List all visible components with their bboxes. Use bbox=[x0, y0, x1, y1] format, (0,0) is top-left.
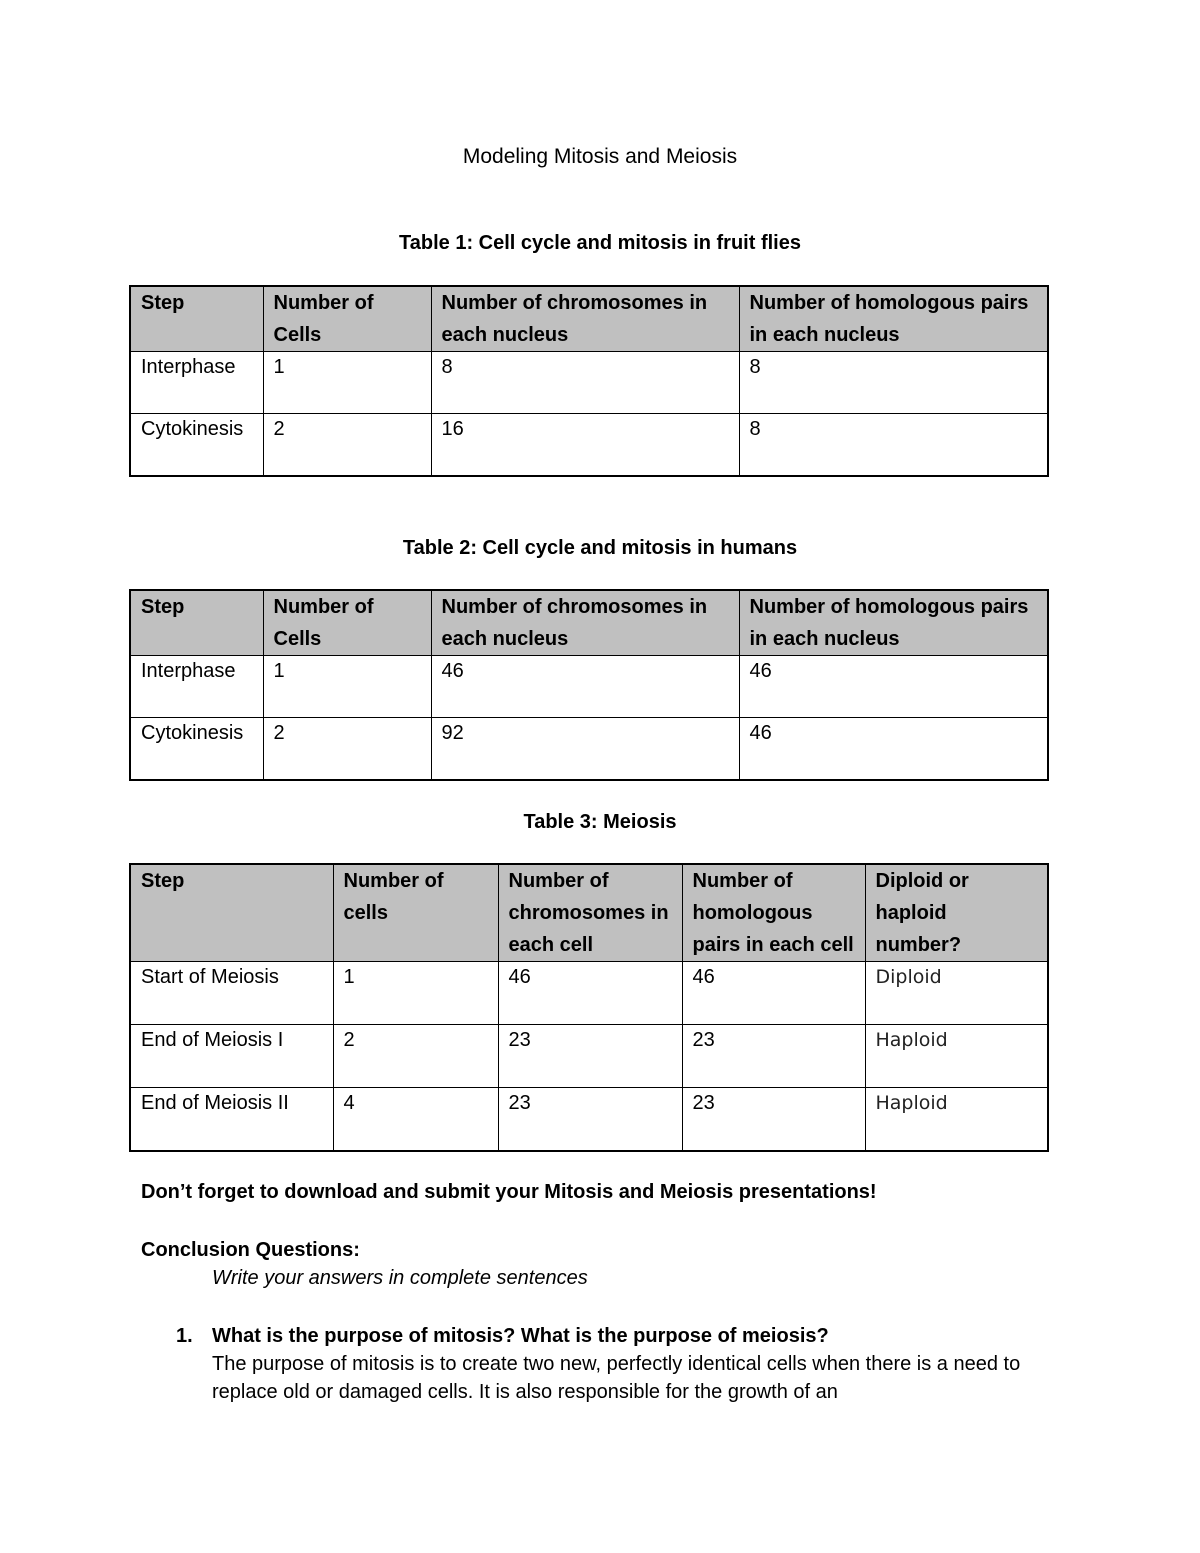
header-number-of-cells: Number of Cells bbox=[263, 286, 431, 352]
header-homologous-pairs: Number of homologous pairs in each nucleus bbox=[739, 590, 1048, 656]
cell-step: End of Meiosis II bbox=[130, 1088, 333, 1151]
conclusion-heading: Conclusion Questions: bbox=[141, 1239, 360, 1261]
cell-step: Cytokinesis bbox=[130, 718, 263, 780]
table3-caption: Table 3: Meiosis bbox=[523, 811, 677, 833]
table-row bbox=[130, 352, 1048, 414]
cell-number-of-cells: 2 bbox=[333, 1025, 498, 1088]
table-header-row bbox=[130, 286, 1048, 352]
cell-homologous-pairs: 23 bbox=[682, 1088, 865, 1151]
cell-homologous-pairs: 8 bbox=[739, 414, 1048, 476]
cell-homologous-pairs: 46 bbox=[739, 656, 1048, 718]
cell-homologous-pairs: 8 bbox=[739, 352, 1048, 414]
document-title: Modeling Mitosis and Meiosis bbox=[462, 145, 738, 168]
cell-chromosomes: 8 bbox=[431, 352, 739, 414]
cell-step: Interphase bbox=[130, 352, 263, 414]
header-chromosomes: Number of chromosomes in each cell bbox=[498, 864, 682, 962]
header-number-of-cells: Number of Cells bbox=[263, 590, 431, 656]
cell-ploidy: Haploid bbox=[865, 1025, 1048, 1088]
cell-homologous-pairs: 46 bbox=[739, 718, 1048, 780]
cell-chromosomes: 16 bbox=[431, 414, 739, 476]
header-step: Step bbox=[130, 864, 333, 962]
table-meiosis bbox=[129, 863, 1049, 1152]
table2-caption: Table 2: Cell cycle and mitosis in humans bbox=[402, 537, 798, 559]
cell-chromosomes: 92 bbox=[431, 718, 739, 780]
question-text: What is the purpose of mitosis? What is the purpose of meiosis? bbox=[212, 1325, 829, 1347]
table-row bbox=[130, 656, 1048, 718]
table-row bbox=[130, 1025, 1048, 1088]
table1-caption: Table 1: Cell cycle and mitosis in fruit flies bbox=[399, 232, 801, 254]
table-row bbox=[130, 1088, 1048, 1151]
question-number: 1. bbox=[176, 1325, 193, 1347]
table-row bbox=[130, 718, 1048, 780]
cell-ploidy: Diploid bbox=[865, 962, 1048, 1025]
cell-step: Start of Meiosis bbox=[130, 962, 333, 1025]
table-humans-mitosis bbox=[129, 589, 1049, 781]
cell-number-of-cells: 1 bbox=[333, 962, 498, 1025]
cell-chromosomes: 23 bbox=[498, 1025, 682, 1088]
header-homologous-pairs: Number of homologous pairs in each nucleus bbox=[739, 286, 1048, 352]
header-homologous-pairs: Number of homologous pairs in each cell bbox=[682, 864, 865, 962]
answer-text: The purpose of mitosis is to create two new, perfectly identical cells when there is a need to replace old or damaged cells. It is also responsible for the growth of an bbox=[212, 1353, 1021, 1403]
cell-homologous-pairs: 46 bbox=[682, 962, 865, 1025]
table-header-row bbox=[130, 864, 1048, 962]
header-step: Step bbox=[130, 286, 263, 352]
header-chromosomes: Number of chromosomes in each nucleus bbox=[431, 590, 739, 656]
table-row bbox=[130, 962, 1048, 1025]
table-row bbox=[130, 414, 1048, 476]
cell-step: End of Meiosis I bbox=[130, 1025, 333, 1088]
header-chromosomes: Number of chromosomes in each nucleus bbox=[431, 286, 739, 352]
cell-number-of-cells: 1 bbox=[263, 656, 431, 718]
header-step: Step bbox=[130, 590, 263, 656]
cell-number-of-cells: 4 bbox=[333, 1088, 498, 1151]
cell-ploidy: Haploid bbox=[865, 1088, 1048, 1151]
table-header-row bbox=[130, 590, 1048, 656]
cell-number-of-cells: 2 bbox=[263, 718, 431, 780]
cell-step: Cytokinesis bbox=[130, 414, 263, 476]
cell-homologous-pairs: 23 bbox=[682, 1025, 865, 1088]
cell-chromosomes: 23 bbox=[498, 1088, 682, 1151]
conclusion-instruction: Write your answers in complete sentences bbox=[212, 1267, 588, 1289]
cell-step: Interphase bbox=[130, 656, 263, 718]
table-fruit-flies-mitosis bbox=[129, 285, 1049, 477]
header-ploidy: Diploid or haploid number? bbox=[865, 864, 1048, 962]
cell-number-of-cells: 1 bbox=[263, 352, 431, 414]
cell-chromosomes: 46 bbox=[431, 656, 739, 718]
submission-reminder: Don’t forget to download and submit your Mitosis and Meiosis presentations! bbox=[141, 1181, 877, 1203]
cell-chromosomes: 46 bbox=[498, 962, 682, 1025]
header-number-of-cells: Number of cells bbox=[333, 864, 498, 962]
cell-number-of-cells: 2 bbox=[263, 414, 431, 476]
